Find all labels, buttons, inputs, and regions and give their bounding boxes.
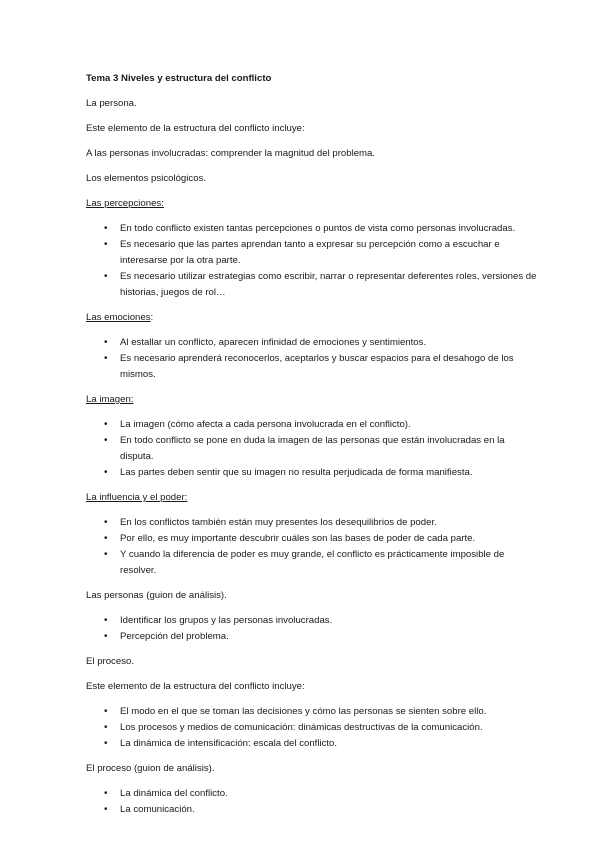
paragraph-el-proceso: El proceso. — [86, 656, 134, 667]
list-item: • Y cuando la diferencia de poder es muy grande, el conflicto es prácticamente imposible de resolver. — [104, 549, 505, 576]
list-item: • Es necesario que las partes aprendan tanto a expresar su percepción como a escuchar e interesarse por la otra parte. — [104, 239, 500, 266]
bullet-icon: • — [104, 631, 108, 642]
bullet-icon: • — [104, 615, 108, 626]
list-item: • Al estallar un conflicto, aparecen infinidad de emociones y sentimientos. — [120, 335, 539, 351]
list-item: • Es necesario utilizar estrategias como escribir, narrar o representar deferentes roles, versiones de historias, juegos de rol… — [104, 271, 537, 298]
list-emociones — [86, 335, 539, 383]
bullet-icon: • — [104, 467, 108, 478]
bullet-icon: • — [104, 706, 108, 717]
list-item: • Percepción del problema. — [120, 629, 539, 645]
paragraph-personas-guion: Las personas (guion de análisis). — [86, 590, 227, 601]
bullet-icon: • — [104, 722, 108, 733]
paragraph-estructura-intro: Este elemento de la estructura del conflicto incluye: — [86, 123, 305, 134]
bullet-icon: • — [104, 788, 108, 799]
list-item: • En todo conflicto se pone en duda la imagen de las personas que están involucradas en la disputa. — [104, 435, 505, 462]
list-percepciones — [86, 221, 539, 301]
bullet-icon: • — [104, 435, 108, 446]
list-item: • La comunicación. — [120, 802, 539, 818]
list-item: • Identificar los grupos y las personas involucradas. — [120, 613, 539, 629]
list-influencia-poder — [86, 515, 539, 579]
paragraph-personas-involucradas: A las personas involucradas: comprender la magnitud del problema. — [86, 148, 376, 159]
bullet-icon: • — [104, 517, 108, 528]
paragraph-elementos-psicologicos: Los elementos psicológicos. — [86, 173, 206, 184]
heading-imagen: La imagen: — [86, 394, 134, 405]
bullet-icon: • — [104, 353, 108, 364]
paragraph-estructura-intro-2: Este elemento de la estructura del conflicto incluye: — [86, 681, 305, 692]
bullet-icon: • — [104, 271, 108, 282]
bullet-icon: • — [104, 337, 108, 348]
heading-emociones-colon: : — [150, 312, 154, 323]
list-proceso-guion — [86, 786, 539, 818]
heading-influencia-poder: La influencia y el poder: — [86, 492, 188, 503]
list-item: • Los procesos y medios de comunicación: dinámicas destructivas de la comunicación. — [120, 720, 539, 736]
list-item: • Las partes deben sentir que su imagen no resulta perjudicada de forma manifiesta. — [120, 465, 539, 481]
paragraph-la-persona: La persona. — [86, 98, 137, 109]
list-item: • La imagen (cómo afecta a cada persona involucrada en el conflicto). — [120, 417, 539, 433]
list-personas-guion — [86, 613, 539, 645]
list-item: • La dinámica del conflicto. — [120, 786, 539, 802]
list-item: • En los conflictos también están muy presentes los desequilibrios de poder. — [120, 515, 539, 531]
document-title: Tema 3 Niveles y estructura del conflicto — [86, 73, 272, 84]
list-item: • Es necesario aprenderá reconocerlos, aceptarlos y buscar espacios para el desahogo de los mismos. — [104, 353, 514, 380]
heading-emociones: Las emociones — [86, 312, 151, 323]
paragraph-proceso-guion: El proceso (guion de análisis). — [86, 763, 215, 774]
list-item: • En todo conflicto existen tantas percepciones o puntos de vista como personas involucradas. — [120, 221, 539, 237]
list-item: • El modo en el que se toman las decisiones y cómo las personas se sienten sobre ello. — [120, 704, 539, 720]
heading-percepciones: Las percepciones: — [86, 198, 164, 209]
bullet-icon: • — [104, 804, 108, 815]
bullet-icon: • — [104, 239, 108, 250]
heading-emociones-line — [86, 310, 539, 326]
bullet-icon: • — [104, 549, 108, 560]
list-imagen — [86, 417, 539, 481]
list-item: • Por ello, es muy importante descubrir cuáles son las bases de poder de cada parte. — [120, 531, 539, 547]
bullet-icon: • — [104, 738, 108, 749]
bullet-icon: • — [104, 223, 108, 234]
bullet-icon: • — [104, 533, 108, 544]
list-item: • La dinámica de intensificación: escala del conflicto. — [120, 736, 539, 752]
list-proceso — [86, 704, 539, 752]
bullet-icon: • — [104, 419, 108, 430]
